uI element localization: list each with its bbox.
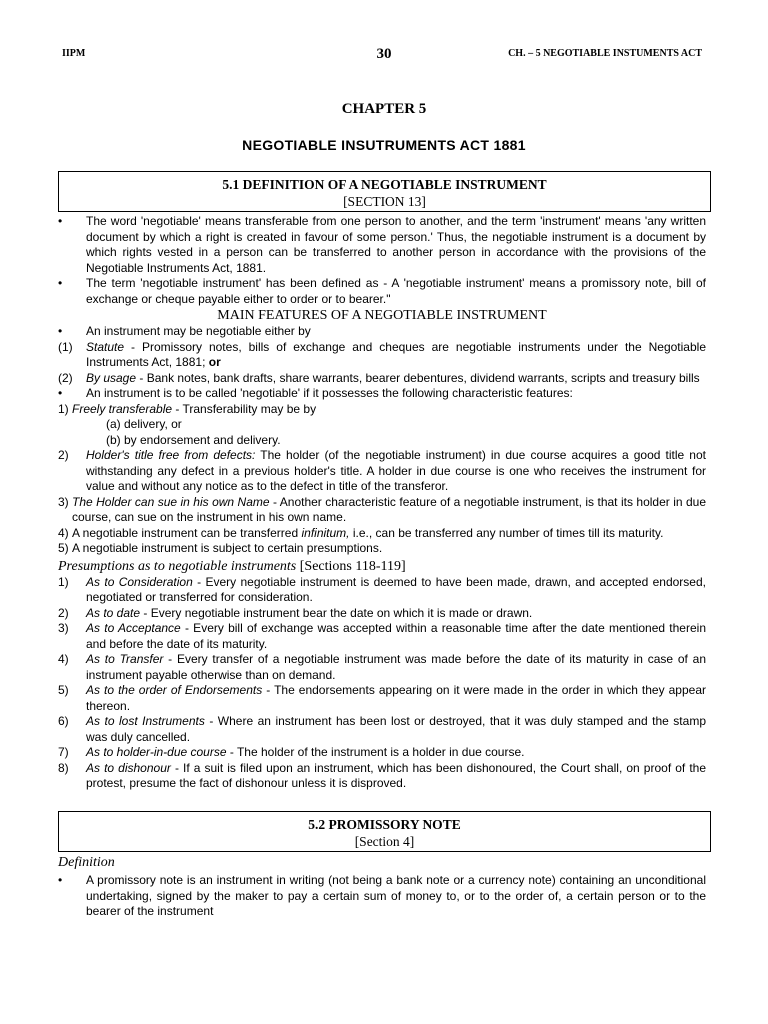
presumption-item: 7) As to holder-in-due course - The holder of the instrument is a holder in due course.: [58, 745, 525, 759]
list-item: • The word 'negotiable' means transferable from one person to another, and the term 'instrument' means 'any written document by which a right is created in favour of some person.' Thus, the negotiable instrument is a document by which rights vested in a person can be transferred to another person in accordance with the provisions of the Negotiable Instruments Act, 1881.: [58, 214, 706, 275]
section-5-1-content: [58, 214, 706, 792]
sub-item: (b) by endorsement and delivery.: [106, 432, 281, 447]
page-number: 30: [376, 46, 392, 62]
bullet-icon: •: [58, 873, 63, 887]
presumptions-heading: Presumptions as to negotiable instruments [Sections 118-119]: [58, 558, 406, 574]
section-5-1-title: 5.1 DEFINITION OF A NEGOTIABLE INSTRUMENT: [222, 177, 547, 192]
section-5-2-content: [58, 854, 706, 920]
presumptions-list: [58, 575, 706, 792]
chapter-title: CHAPTER 5: [341, 101, 427, 117]
feature-item: 4) A negotiable instrument can be transferred infinitum, i.e., can be transferred any number of times till its maturity.: [58, 525, 664, 540]
list-item: • A promissory note is an instrument in writing (not being a bank note or a currency note) containing an unconditional undertaking, signed by the maker to pay a certain sum of money to, or to the order of, a certain person or to the bearer of the instrument: [58, 873, 706, 918]
act-title: NEGOTIABLE INSUTRUMENTS ACT 1881: [242, 137, 526, 153]
presumption-item: 6) As to lost Instruments - Where an instrument has been lost or destroyed, that it was duly stamped and the stamp was duly cancelled.: [58, 714, 706, 744]
bullet-icon: •: [58, 276, 63, 290]
features-heading: MAIN FEATURES OF A NEGOTIABLE INSTRUMENT: [217, 308, 547, 323]
presumption-item: 4) As to Transfer - Every transfer of a negotiable instrument was made before the date of its maturity in case of an instrument payable otherwise than on demand.: [58, 652, 706, 682]
bullet-icon: •: [58, 324, 63, 338]
presumption-item: 1) As to Consideration - Every negotiable instrument is deemed to have been made, drawn, and accepted endorsed, negotiated or transferred for consideration.: [58, 574, 706, 604]
section-5-2-ref: [Section 4]: [354, 834, 415, 849]
definition-heading: Definition: [58, 855, 115, 870]
presumption-item: 2) As to date - Every negotiable instrument bear the date on which it is made or drawn.: [58, 605, 533, 620]
feature-item: 3) The Holder can sue in his own Name - Another characteristic feature of a negotiable instrument, is that its holder in due course, can sue on the instrument in his own name.: [58, 494, 707, 524]
list-item: (2) By usage - Bank notes, bank drafts, share warrants, bearer debentures, dividend warrants, scripts and treasury bills: [58, 370, 700, 385]
presumption-item: 3) As to Acceptance - Every bill of exchange was accepted within a reasonable time after the date mentioned therein and before the date of its maturity.: [58, 621, 706, 651]
section-5-1-ref: [SECTION 13]: [343, 194, 426, 209]
presumption-item: 8) As to dishonour - If a suit is filed upon an instrument, which has been dishonoured, the Court shall, on proof of the protest, presume the fact of dishonour unless it is disproved.: [58, 760, 706, 790]
header-right: CH. – 5 NEGOTIABLE INSTUMENTS ACT: [508, 48, 702, 59]
presumption-item: 5) As to the order of Endorsements - The endorsements appearing on it were made in the order in which they appear thereon.: [58, 683, 706, 713]
feature-item: 5) A negotiable instrument is subject to certain presumptions.: [58, 541, 383, 555]
sub-item: (a) delivery, or: [106, 417, 182, 431]
list-item: • An instrument may be negotiable either by: [58, 324, 311, 338]
bullet-icon: •: [58, 386, 63, 400]
section-5-2-box: [58, 811, 711, 852]
feature-item: 1) Freely transferable - Transferability may be by: [58, 401, 317, 416]
bullet-icon: •: [58, 214, 63, 228]
list-item: • An instrument is to be called 'negotiable' if it possesses the following characteristic features:: [58, 386, 573, 400]
section-5-1-box: [58, 171, 711, 212]
header-left: IIPM: [62, 48, 86, 59]
list-item: • The term 'negotiable instrument' has been defined as - A 'negotiable instrument' means a promissory note, bill of exchange or cheque payable either to order or to bearer.": [58, 276, 706, 306]
feature-item: 2) Holder's title free from defects: The holder (of the negotiable instrument) in due course acquires a good title not withstanding any defect in a previous holder's title. A holder in due course is one who receives the instrument for value and without any notice as to the defect in title of the transferor.: [58, 448, 706, 493]
section-5-2-title: 5.2 PROMISSORY NOTE: [308, 817, 461, 832]
list-item: (1) Statute - Promissory notes, bills of exchange and cheques are negotiable instruments under the Negotiable Instruments Act, 1881; or: [58, 339, 706, 369]
